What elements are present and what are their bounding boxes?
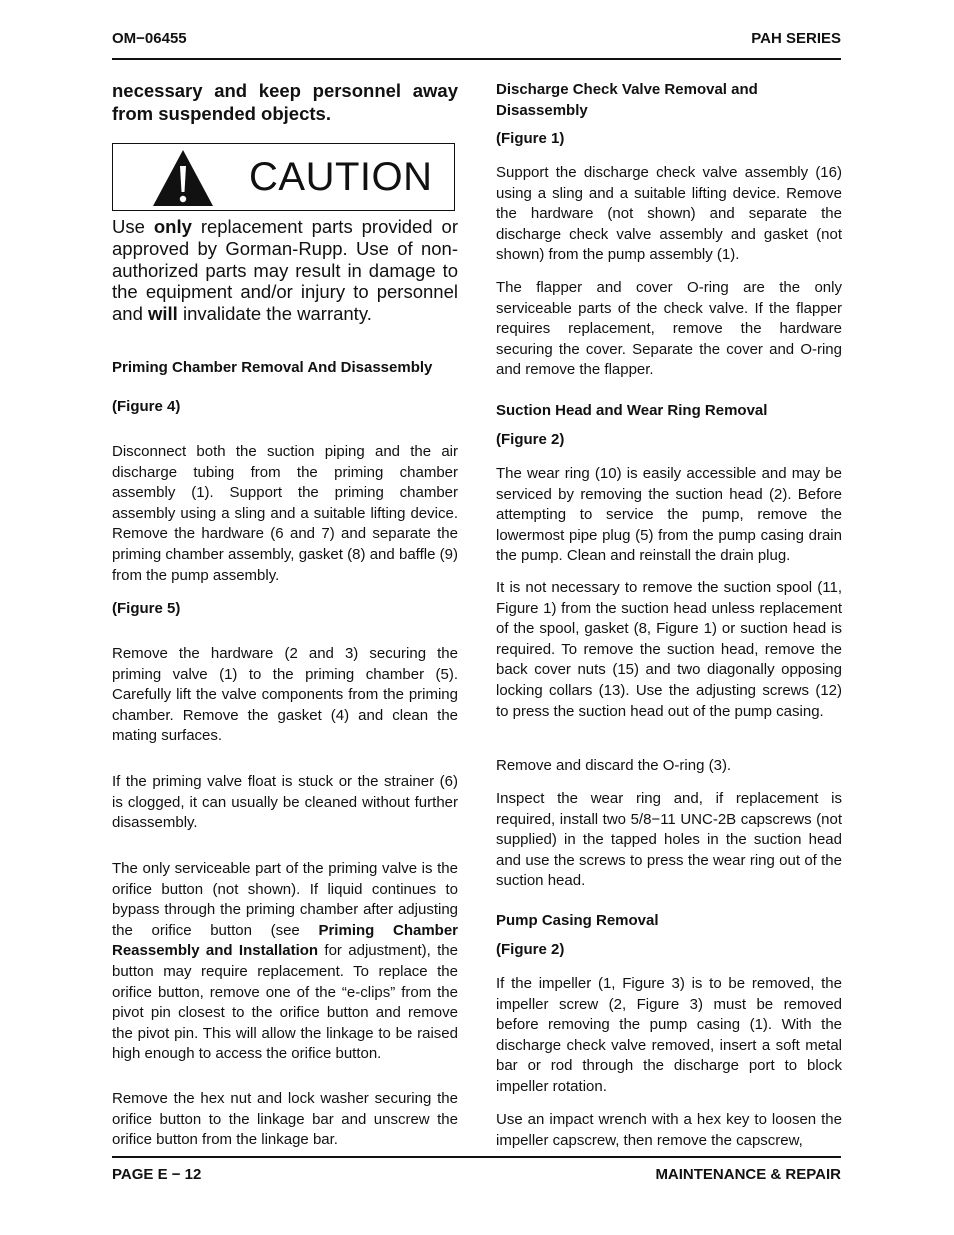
casing-para-2: Use an impact wrench with a hex key to loosen the impeller capscrew, then remove the capscrew, bbox=[496, 1111, 842, 1149]
discharge-para-2: The flapper and cover O-ring are the only serviceable parts of the check valve. If the flapper requires replacement, remove the hardware securing the cover. Separate the cover and O-ring and remove the flapper. bbox=[496, 279, 842, 379]
pump-casing-heading: Pump Casing Removal bbox=[496, 912, 659, 929]
discharge-valve-heading: Discharge Check Valve Removal and Disassembly bbox=[496, 81, 758, 119]
priming-chamber-heading: Priming Chamber Removal And Disassembly bbox=[112, 359, 433, 376]
priming-para-5: Remove the hex nut and lock washer securing the orifice button to the linkage bar and unscrew the orifice button from the linkage bar. bbox=[112, 1090, 458, 1149]
page-number: PAGE E − 12 bbox=[112, 1166, 202, 1183]
para-text: for adjustment), the button may require replacement. To replace the orifice button, remove one of the “e-clips” from the pivot pin closest to the orifice button and remove the pivot pin. This will allow the linkage to be raised high enough to access the orifice button. bbox=[112, 942, 458, 1063]
casing-para-1: If the impeller (1, Figure 3) is to be removed, the impeller screw (2, Figure 3) must be removed before removing the pump casing (1). With the discharge check valve removed, insert a soft metal bar or rod through the discharge port to block impeller rotation. bbox=[496, 975, 842, 1095]
discharge-para-1: Support the discharge check valve assembly (16) using a sling and a suitable lifting device. Remove the hardware (not shown) and separate the discharge check valve assembly and gasket (not shown) from the pump assembly (1). bbox=[496, 164, 842, 264]
section-title: MAINTENANCE & REPAIR bbox=[655, 1166, 841, 1183]
figure-2-ref-casing: (Figure 2) bbox=[496, 941, 565, 958]
priming-para-3: If the priming valve float is stuck or the strainer (6) is clogged, it can usually be cleaned without further disassembly. bbox=[112, 773, 458, 832]
caution-text bbox=[112, 216, 458, 325]
priming-para-4 bbox=[112, 859, 458, 1065]
caution-emphasis-will: will bbox=[148, 303, 178, 325]
section-reference: Priming Chamber Reassembly and Installation bbox=[112, 921, 459, 960]
caution-emphasis-only: only bbox=[153, 216, 192, 237]
doc-number: OM−06455 bbox=[112, 30, 187, 47]
figure-4-ref: (Figure 4) bbox=[112, 398, 181, 415]
header-rule bbox=[112, 58, 841, 60]
figure-2-ref: (Figure 2) bbox=[496, 431, 565, 448]
caution-text-part: invalidate the warranty. bbox=[177, 303, 372, 325]
left-column bbox=[112, 80, 458, 125]
suction-para-4: Inspect the wear ring and, if replacement is required, install two 5/8−11 UNC-2B capscrews (not supplied) in the tapped holes in the suction head and use the screws to press the wear ring out of the suction head. bbox=[496, 790, 842, 890]
series-title: PAH SERIES bbox=[751, 30, 841, 47]
priming-para-2: Remove the hardware (2 and 3) securing the priming valve (1) to the priming chamber (5). Carefully lift the valve components from the priming chamber. Remove the gasket (4) and clean the mating surfaces. bbox=[112, 645, 458, 745]
caution-text-block bbox=[112, 216, 458, 325]
caution-label: CAUTION bbox=[249, 155, 433, 199]
caution-text-part: Use bbox=[112, 216, 154, 237]
figure-1-ref: (Figure 1) bbox=[496, 130, 565, 147]
caution-text-part: replacement parts provided or approved by Gorman-Rupp. Use of non-authorized parts may result in damage to the equipment and/or injury to personnel and bbox=[112, 216, 458, 325]
suction-para-2: It is not necessary to remove the suction spool (11, Figure 1) from the suction head unless replacement of the spool, gasket (8, Figure 1) or suction head is required. To remove the suction head, remove the back cover nuts (15) and two diagonally opposing locking collars (13). Use the adjusting screws (12) to press the suction head out of the pump casing. bbox=[496, 579, 842, 720]
caution-box bbox=[112, 143, 455, 211]
figure-5-ref: (Figure 5) bbox=[112, 600, 181, 617]
warning-triangle-icon bbox=[151, 148, 215, 208]
warning-continuation: necessary and keep personnel away from suspended objects. bbox=[112, 80, 458, 124]
suction-para-1: The wear ring (10) is easily accessible and may be serviced by removing the suction head (2). Before attempting to service the pump, remove the lowermost pipe plug (5) from the pump casing drain the pump. Clean and reinstall the drain plug. bbox=[496, 465, 842, 565]
suction-para-3: Remove and discard the O-ring (3). bbox=[496, 757, 732, 774]
para-text: The only serviceable part of the priming valve is the orifice button (not shown). If liquid continues to bypass through the priming chamber after adjusting the orifice button (see bbox=[112, 860, 458, 939]
priming-para-1: Disconnect both the suction piping and the air discharge tubing from the priming chamber assembly (1). Support the priming chamber assembly using a sling and a suitable lifting device. Remove the hardware (6 and 7) and separate the priming chamber assembly, gasket (8) and baffle (9) from the pump assembly. bbox=[112, 443, 458, 584]
footer-rule bbox=[112, 1156, 841, 1158]
suction-head-heading: Suction Head and Wear Ring Removal bbox=[496, 402, 768, 419]
